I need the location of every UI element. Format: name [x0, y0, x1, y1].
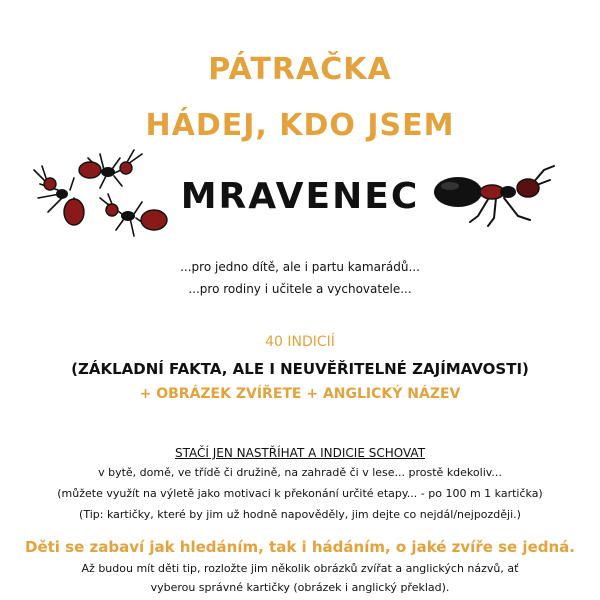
title-line-1: PÁTRAČKA	[208, 52, 392, 87]
tagline-line-1: ...pro jedno dítě, ale i partu kamarádů...	[180, 260, 420, 274]
black-ant-illustration	[430, 160, 560, 230]
title-line-2: HÁDEJ, KDO JSEM	[145, 108, 455, 143]
instructions-line-3: (Tip: kartičky, které by jim už hodně napověděly, jim dejte co nejdál/nejpozději.)	[79, 508, 521, 521]
animal-name: MRAVENEC	[180, 176, 420, 217]
footer-line-1: Až budou mít děti tip, rozložte jim několik obrázků zvířat a anglických názvů, ať	[81, 562, 519, 575]
facts-description: (ZÁKLADNÍ FAKTA, ALE I NEUVĚŘITELNÉ ZAJÍMAVOSTI)	[71, 360, 529, 378]
fun-statement: Děti se zabaví jak hledáním, tak i hádáním, o jaké zvíře se jedná.	[25, 538, 575, 556]
clue-count: 40 INDICIÍ	[265, 334, 335, 350]
instructions-line-1: v bytě, domě, ve třídě či družině, na zahradě či v lese... prostě kdekoliv...	[98, 466, 502, 479]
footer-line-2: vyberou správné kartičky (obrázek i anglický překlad).	[150, 581, 450, 594]
instructions-line-2: (můžete využít na výletě jako motivaci k překonání určité etapy... - po 100 m 1 kartička)	[57, 487, 543, 500]
instructions-heading: STAČÍ JEN NASTŘÍHAT A INDICIE SCHOVAT	[174, 446, 426, 460]
ant-group-illustration	[30, 140, 180, 250]
tagline-line-2: ...pro rodiny i učitele a vychovatele...	[188, 282, 412, 296]
extras-description: + OBRÁZEK ZVÍŘETE + ANGLICKÝ NÁZEV	[139, 386, 461, 402]
